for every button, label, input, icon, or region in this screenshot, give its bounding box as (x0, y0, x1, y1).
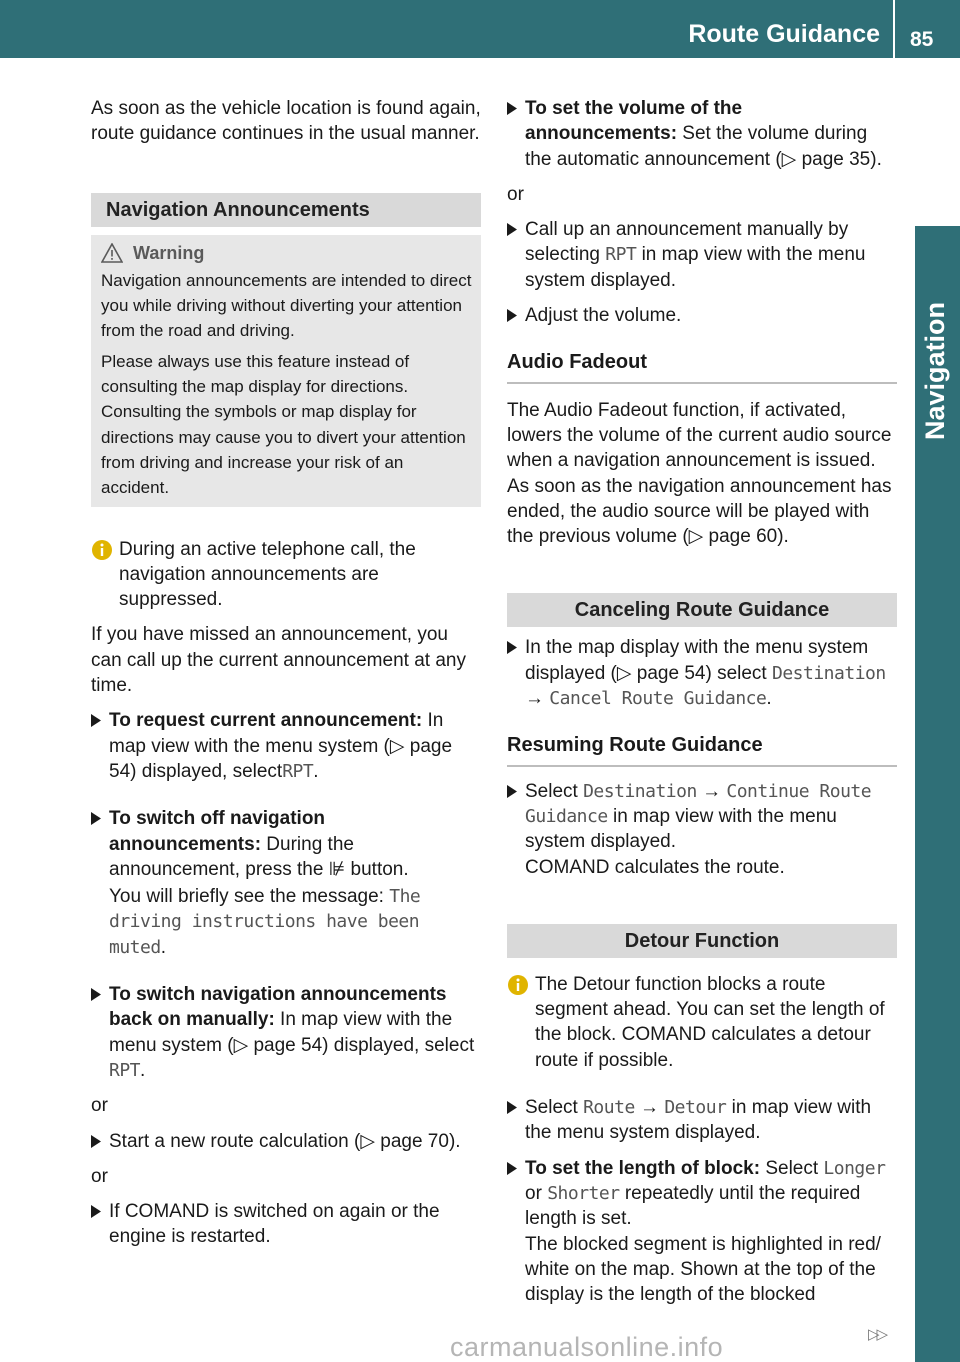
warning-paragraph-2: Please always use this feature instead of consulting the map display for directions. Consulting the symbols or map display for directions may cause you to divert your attention from driving and increase your risk of an accident. (101, 351, 466, 498)
step-cancel (507, 635, 897, 711)
or-separator: or (91, 1095, 108, 1117)
fadeout-text-b: ). (777, 526, 789, 548)
fadeout-text-a: The Audio Fadeout function, if activated, lowers the volume of the current audio source when a navigation announcement is issued. As soon as the navigation announcement has ended, the audio source will be played with the previous volume ( (507, 399, 892, 548)
menu-code-continue: Continue Route Guidance (525, 780, 872, 827)
step-volume-label: To set the volume of the announcements: (525, 98, 743, 145)
step-resume-text-a: Select (525, 780, 584, 802)
warning-paragraph-1: Navigation announcements are intended to direct you while driving without diverting your attention from the road and driving. (101, 270, 472, 341)
step-arrow-icon (507, 641, 517, 654)
step-switch-off-text-b: button. (345, 858, 409, 880)
step-request (91, 708, 481, 784)
step-switch-off-end: . (160, 936, 166, 958)
page-number: 85 (910, 28, 934, 51)
step-length-label: To set the length of block: (525, 1157, 761, 1179)
intro-paragraph: As soon as the vehicle location is found again, route guidance continues in the usual manner. (91, 98, 481, 145)
arrow-separator: → (696, 780, 727, 802)
menu-code-destination: Destination (772, 662, 886, 684)
heading-resuming: Resuming Route Guidance (507, 733, 897, 766)
fadeout-paragraph (507, 398, 897, 550)
step-cancel-text-a: In the map display with the menu system displayed ( (525, 637, 869, 684)
step-arrow-icon (91, 988, 101, 1001)
step-switch-on-label: To switch navigation announcements back on manually: (109, 984, 447, 1031)
step-request-text-b: ) displayed, select (130, 760, 283, 782)
step-detour-text-b: in map view with the menu system displayed. (525, 1097, 872, 1144)
side-spacer (915, 58, 960, 213)
step-arrow-icon (91, 812, 101, 825)
page-reference[interactable]: ▷ page 54 (233, 1034, 323, 1056)
step-detour-text-a: Select (525, 1097, 584, 1119)
left-column (91, 96, 481, 1250)
warning-title: Warning (133, 242, 205, 263)
step-volume-text-b: ). (870, 148, 882, 170)
info-icon (507, 974, 529, 996)
step-arrow-icon (507, 223, 517, 236)
info-icon (91, 539, 113, 561)
step-volume-text-a: Set the volume during the automatic announcement ( (525, 123, 868, 170)
mute-button-icon: ⊯ (328, 858, 346, 880)
heading-audio-fadeout: Audio Fadeout (507, 350, 897, 383)
step-resume-text-b: in map view with the menu system displayed. (525, 805, 837, 853)
step-length-text-a: Select (760, 1157, 824, 1179)
page-reference[interactable]: ▷ page 35 (781, 148, 871, 170)
warning-header (101, 241, 473, 266)
step-switch-on-text-a: In map view with the menu system ( (109, 1009, 453, 1056)
footer-watermark: carmanualsonline.info (450, 1332, 724, 1362)
warning-triangle-icon (101, 243, 123, 263)
step-select-detour (507, 1095, 897, 1146)
step-switch-on-end: . (140, 1059, 146, 1081)
step-switch-off (91, 806, 481, 960)
or-separator: or (507, 183, 524, 205)
step-switch-off-line2: You will briefly see the message: (109, 886, 390, 908)
menu-code: RPT (282, 760, 314, 782)
step-switch-on-text-b: ) displayed, select (322, 1034, 475, 1056)
section-heading-announcements: Navigation Announcements (91, 193, 481, 227)
menu-code: RPT (109, 1059, 141, 1081)
step-arrow-icon (507, 1162, 517, 1175)
step-cancel-text-b: ) select (705, 662, 772, 684)
continue-marker: ▷▷ (868, 1326, 886, 1343)
info-note-detour (507, 972, 897, 1073)
step-call-up-text-b: in map view with the menu system displayed. (525, 244, 866, 291)
menu-code-destination: Destination (583, 780, 697, 802)
menu-code-route: Route (583, 1097, 635, 1119)
step-switch-off-text-a: During the announcement, press the (109, 833, 354, 880)
message-code: The driving instructions have been muted (109, 886, 421, 958)
info-note-text: During an active telephone call, the navigation announcements are suppressed. (119, 538, 416, 611)
menu-code-detour: Detour (664, 1097, 727, 1119)
step-arrow-icon (91, 1135, 101, 1148)
page-reference[interactable]: ▷ page 70 (360, 1130, 449, 1152)
step-arrow-icon (507, 785, 517, 798)
page-header (0, 0, 960, 58)
page-reference[interactable]: ▷ page 54 (616, 662, 706, 684)
page-reference[interactable]: ▷ page 54 (109, 735, 453, 782)
step-switch-on (91, 982, 481, 1083)
arrow-separator: → (634, 1097, 665, 1119)
right-column (507, 96, 897, 1307)
step-arrow-icon (507, 1101, 517, 1114)
step-call-up-text-a: Call up an announcement manually by selecting (525, 219, 849, 266)
step-arrow-icon (507, 102, 517, 115)
info-note (91, 537, 481, 613)
step-comand-text: If COMAND is switched on again or the engine is restarted. (109, 1201, 440, 1248)
step-length-or: or (525, 1182, 548, 1204)
step-arrow-icon (91, 714, 101, 727)
step-arrow-icon (507, 309, 517, 322)
section-heading-cancel: Canceling Route Guidance (507, 593, 897, 627)
chapter-title: Route Guidance (688, 20, 880, 48)
step-switch-off-label: To switch off navigation announcements: (109, 808, 326, 855)
step-call-up (507, 217, 897, 293)
step-request-text-a: In map view with the menu system ( (109, 710, 444, 757)
step-adjust-volume (507, 303, 897, 328)
step-arrow-icon (91, 1205, 101, 1218)
step-cancel-end: . (766, 688, 772, 710)
step-adjust-text: Adjust the volume. (525, 305, 682, 327)
side-tab-label: Navigation (920, 301, 950, 440)
or-separator: or (91, 1165, 108, 1187)
step-resume-line2: COMAND calculates the route. (525, 856, 785, 878)
warning-box (91, 235, 481, 507)
arrow-separator: → (525, 688, 550, 710)
menu-code-shorter: Shorter (547, 1182, 620, 1204)
step-new-route (91, 1129, 481, 1154)
step-request-label: To request current announcement: (109, 710, 423, 732)
header-divider (893, 0, 895, 58)
step-resume (507, 779, 897, 880)
menu-code-longer: Longer (823, 1157, 886, 1179)
step-comand-restart (91, 1199, 481, 1250)
section-heading-detour: Detour Function (507, 924, 897, 958)
step-set-length (507, 1156, 897, 1308)
menu-code: RPT (605, 244, 637, 266)
page-reference[interactable]: ▷ page 60 (688, 526, 778, 548)
info-detour-text: The Detour function blocks a route segment ahead. You can set the length of the block. COMAND calculates a detour route if possible. (535, 973, 885, 1071)
step-request-end: . (313, 760, 319, 782)
step-new-route-text-a: Start a new route calculation ( (109, 1130, 361, 1152)
menu-code-cancel: Cancel Route Guidance (549, 688, 767, 710)
step-set-volume (507, 96, 897, 172)
missed-paragraph: If you have missed an announcement, you can call up the current announcement at any time. (91, 624, 466, 697)
step-length-text-b: repeatedly until the required length is set. (525, 1182, 861, 1230)
step-new-route-text-b: ). (448, 1130, 461, 1152)
step-length-line2: The blocked segment is highlighted in red/ white on the map. Shown at the top of the display is the length of the blocked (525, 1233, 881, 1306)
